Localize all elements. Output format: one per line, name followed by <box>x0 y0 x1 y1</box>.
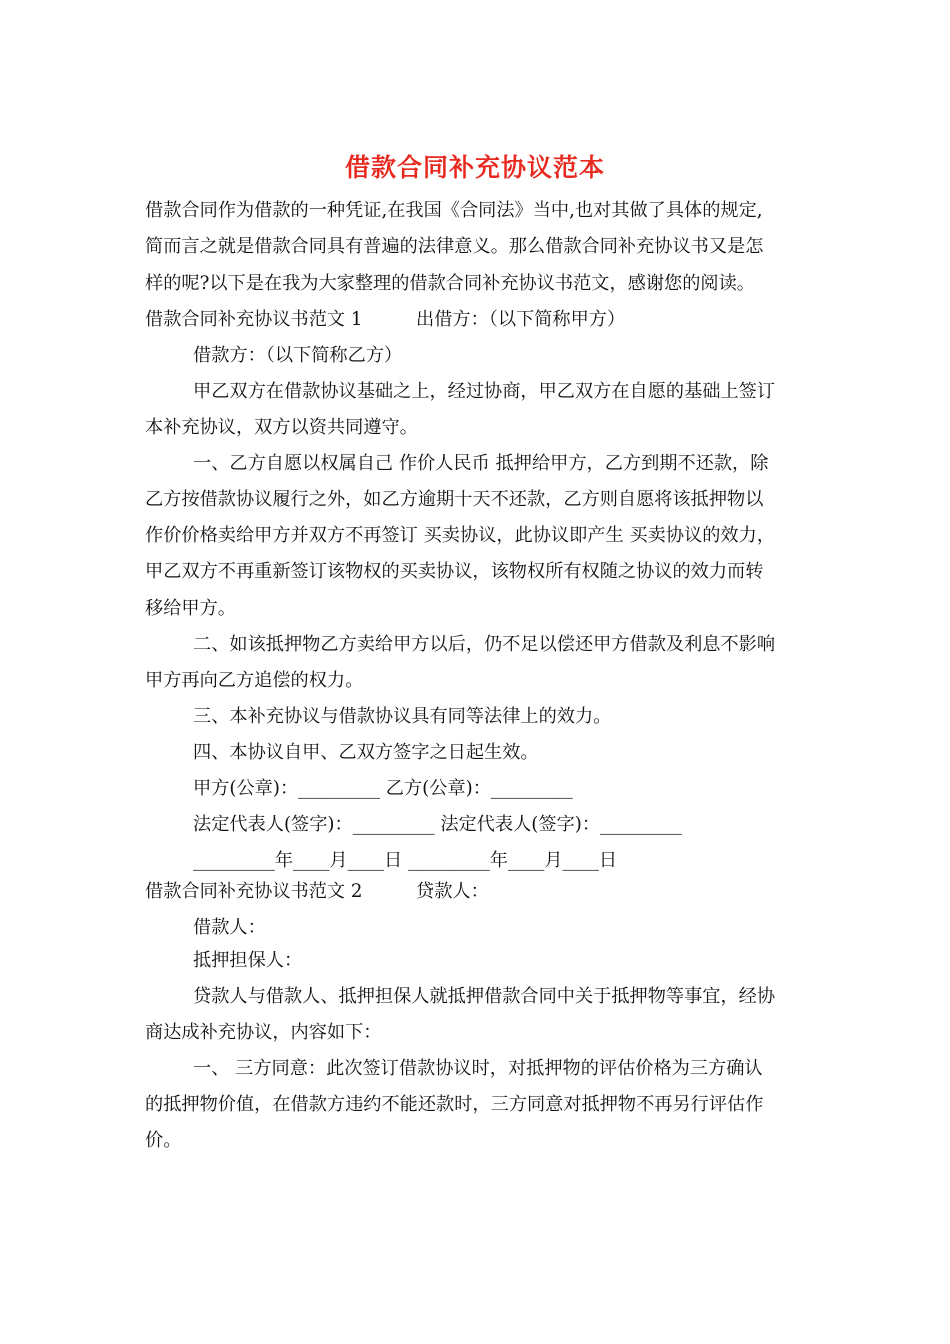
signature-seal-line: 甲方(公章)：_________ 乙方(公章)：_________ <box>193 778 573 799</box>
sample2-guarantor: 抵押担保人： <box>193 950 303 971</box>
intro-line: 简而言之就是借款合同具有普遍的法律意义。那么借款合同补充协议书又是怎 <box>145 236 764 257</box>
sample1-clause1-line: 一、乙方自愿以权属自己 作价人民币 抵押给甲方，乙方到期不还款，除 <box>193 453 769 474</box>
sample2-heading-row <box>145 877 489 907</box>
sample1-clause1-line: 乙方按借款协议履行之外，如乙方逾期十天不还款，乙方则自愿将该抵押物以 <box>145 489 764 510</box>
sample1-clause1-line: 甲乙双方不再重新签订该物权的买卖协议，该物权所有权随之协议的效力而转 <box>145 561 764 582</box>
sample2-lender: 贷款人： <box>416 881 489 902</box>
sample1-clause3: 三、本补充协议与借款协议具有同等法律上的效力。 <box>193 706 612 727</box>
sample2-clause1-line: 一、 三方同意：此次签订借款协议时，对抵押物的评估价格为三方确认 <box>193 1058 763 1079</box>
sample2-preamble-line: 商达成补充协议，内容如下： <box>145 1022 382 1043</box>
sample1-clause2-line: 甲方再向乙方追偿的权力。 <box>145 670 364 691</box>
sample1-clause2-line: 二、如该抵押物乙方卖给甲方以后，仍不足以偿还甲方借款及利息不影响 <box>193 634 776 655</box>
sample1-clause1-line: 作价价格卖给甲方并双方不再签订 买卖协议，此协议即产生 买卖协议的效力， <box>145 525 775 546</box>
intro-line: 借款合同作为借款的一种凭证,在我国《合同法》当中,也对其做了具体的规定, <box>145 200 763 221</box>
sample2-clause1-line: 价。 <box>145 1130 182 1151</box>
sample1-preamble-line: 本补充协议，双方以资共同遵守。 <box>145 417 418 438</box>
sample1-lender: 出借方：（以下简称甲方） <box>416 309 626 330</box>
sample1-preamble-line: 甲乙双方在借款协议基础之上，经过协商，甲乙双方在自愿的基础上签订 <box>193 381 776 402</box>
document-title: 借款合同补充协议范本 <box>344 153 605 182</box>
sample2-borrower: 借款人： <box>193 917 266 938</box>
signature-date-line: _________年____月____日 _________年____月____日 <box>193 850 618 871</box>
sample1-clause1-line: 移给甲方。 <box>145 598 236 619</box>
signature-representative-line: 法定代表人(签字)：_________ 法定代表人(签字)：_________ <box>193 814 682 835</box>
sample2-heading: 借款合同补充协议书范文 2 <box>145 881 363 902</box>
sample1-heading: 借款合同补充协议书范文 1 <box>145 309 363 330</box>
sample1-borrower: 借款方：（以下简称乙方） <box>193 345 403 366</box>
intro-line: 样的呢?以下是在我为大家整理的借款合同补充协议书范文，感谢您的阅读。 <box>145 273 755 294</box>
sample1-heading-row <box>145 305 625 335</box>
sample1-clause4: 四、本协议自甲、乙双方签字之日起生效。 <box>193 742 539 763</box>
sample2-preamble-line: 贷款人与借款人、抵押担保人就抵押借款合同中关于抵押物等事宜，经协 <box>193 986 776 1007</box>
sample2-clause1-line: 的抵押物价值，在借款方违约不能还款时，三方同意对抵押物不再另行评估作 <box>145 1094 764 1115</box>
